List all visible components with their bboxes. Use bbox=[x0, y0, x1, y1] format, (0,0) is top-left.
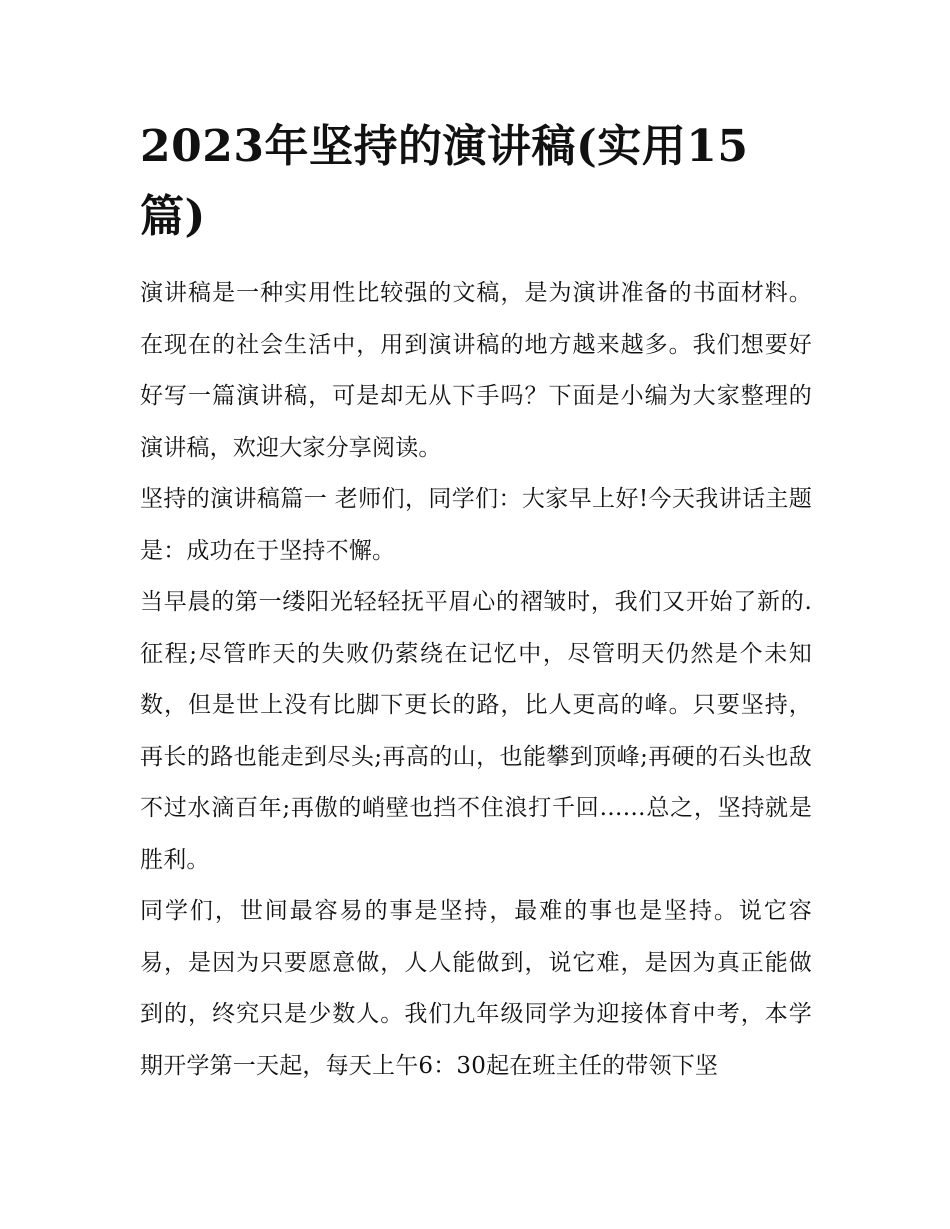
paragraph-speech-body: 当早晨的第一缕阳光轻轻抚平眉心的褶皱时，我们又开始了新的.征程;尽管昨天的失败仍萦绕在记忆中，尽管明天仍然是个未知数，但是世上没有比脚下更长的路，比人更高的峰。只要坚持，再长的路也能走到尽头;再高的山，也能攀到顶峰;再硬的石头也敌不过水滴百年;再傲的峭壁也挡不住浪打千回……总之，坚持就是胜利。 bbox=[140, 589, 812, 873]
document-title: 2023年坚持的演讲稿(实用15篇) bbox=[140, 121, 749, 242]
paragraph-speech-continued: 同学们，世间最容易的事是坚持，最难的事也是坚持。说它容易，是因为只要愿意做，人人能做到，说它难，是因为真正能做到的，终究只是少数人。我们九年级同学为迎接体育中考，本学期开学第一天起，每天上午6：30起在班主任的带领下坚 bbox=[140, 898, 812, 1079]
paragraph-intro: 演讲稿是一种实用性比较强的文稿，是为演讲准备的书面材料。在现在的社会生活中，用到演讲稿的地方越来越多。我们想要好好写一篇演讲稿，可是却无从下手吗？下面是小编为大家整理的演讲稿，欢迎大家分享阅读。 bbox=[140, 280, 812, 461]
document-page bbox=[140, 112, 812, 1092]
paragraph-speech-opening: 坚持的演讲稿篇一 老师们，同学们：大家早上好!今天我讲话主题是：成功在于坚持不懈。 bbox=[140, 486, 812, 564]
